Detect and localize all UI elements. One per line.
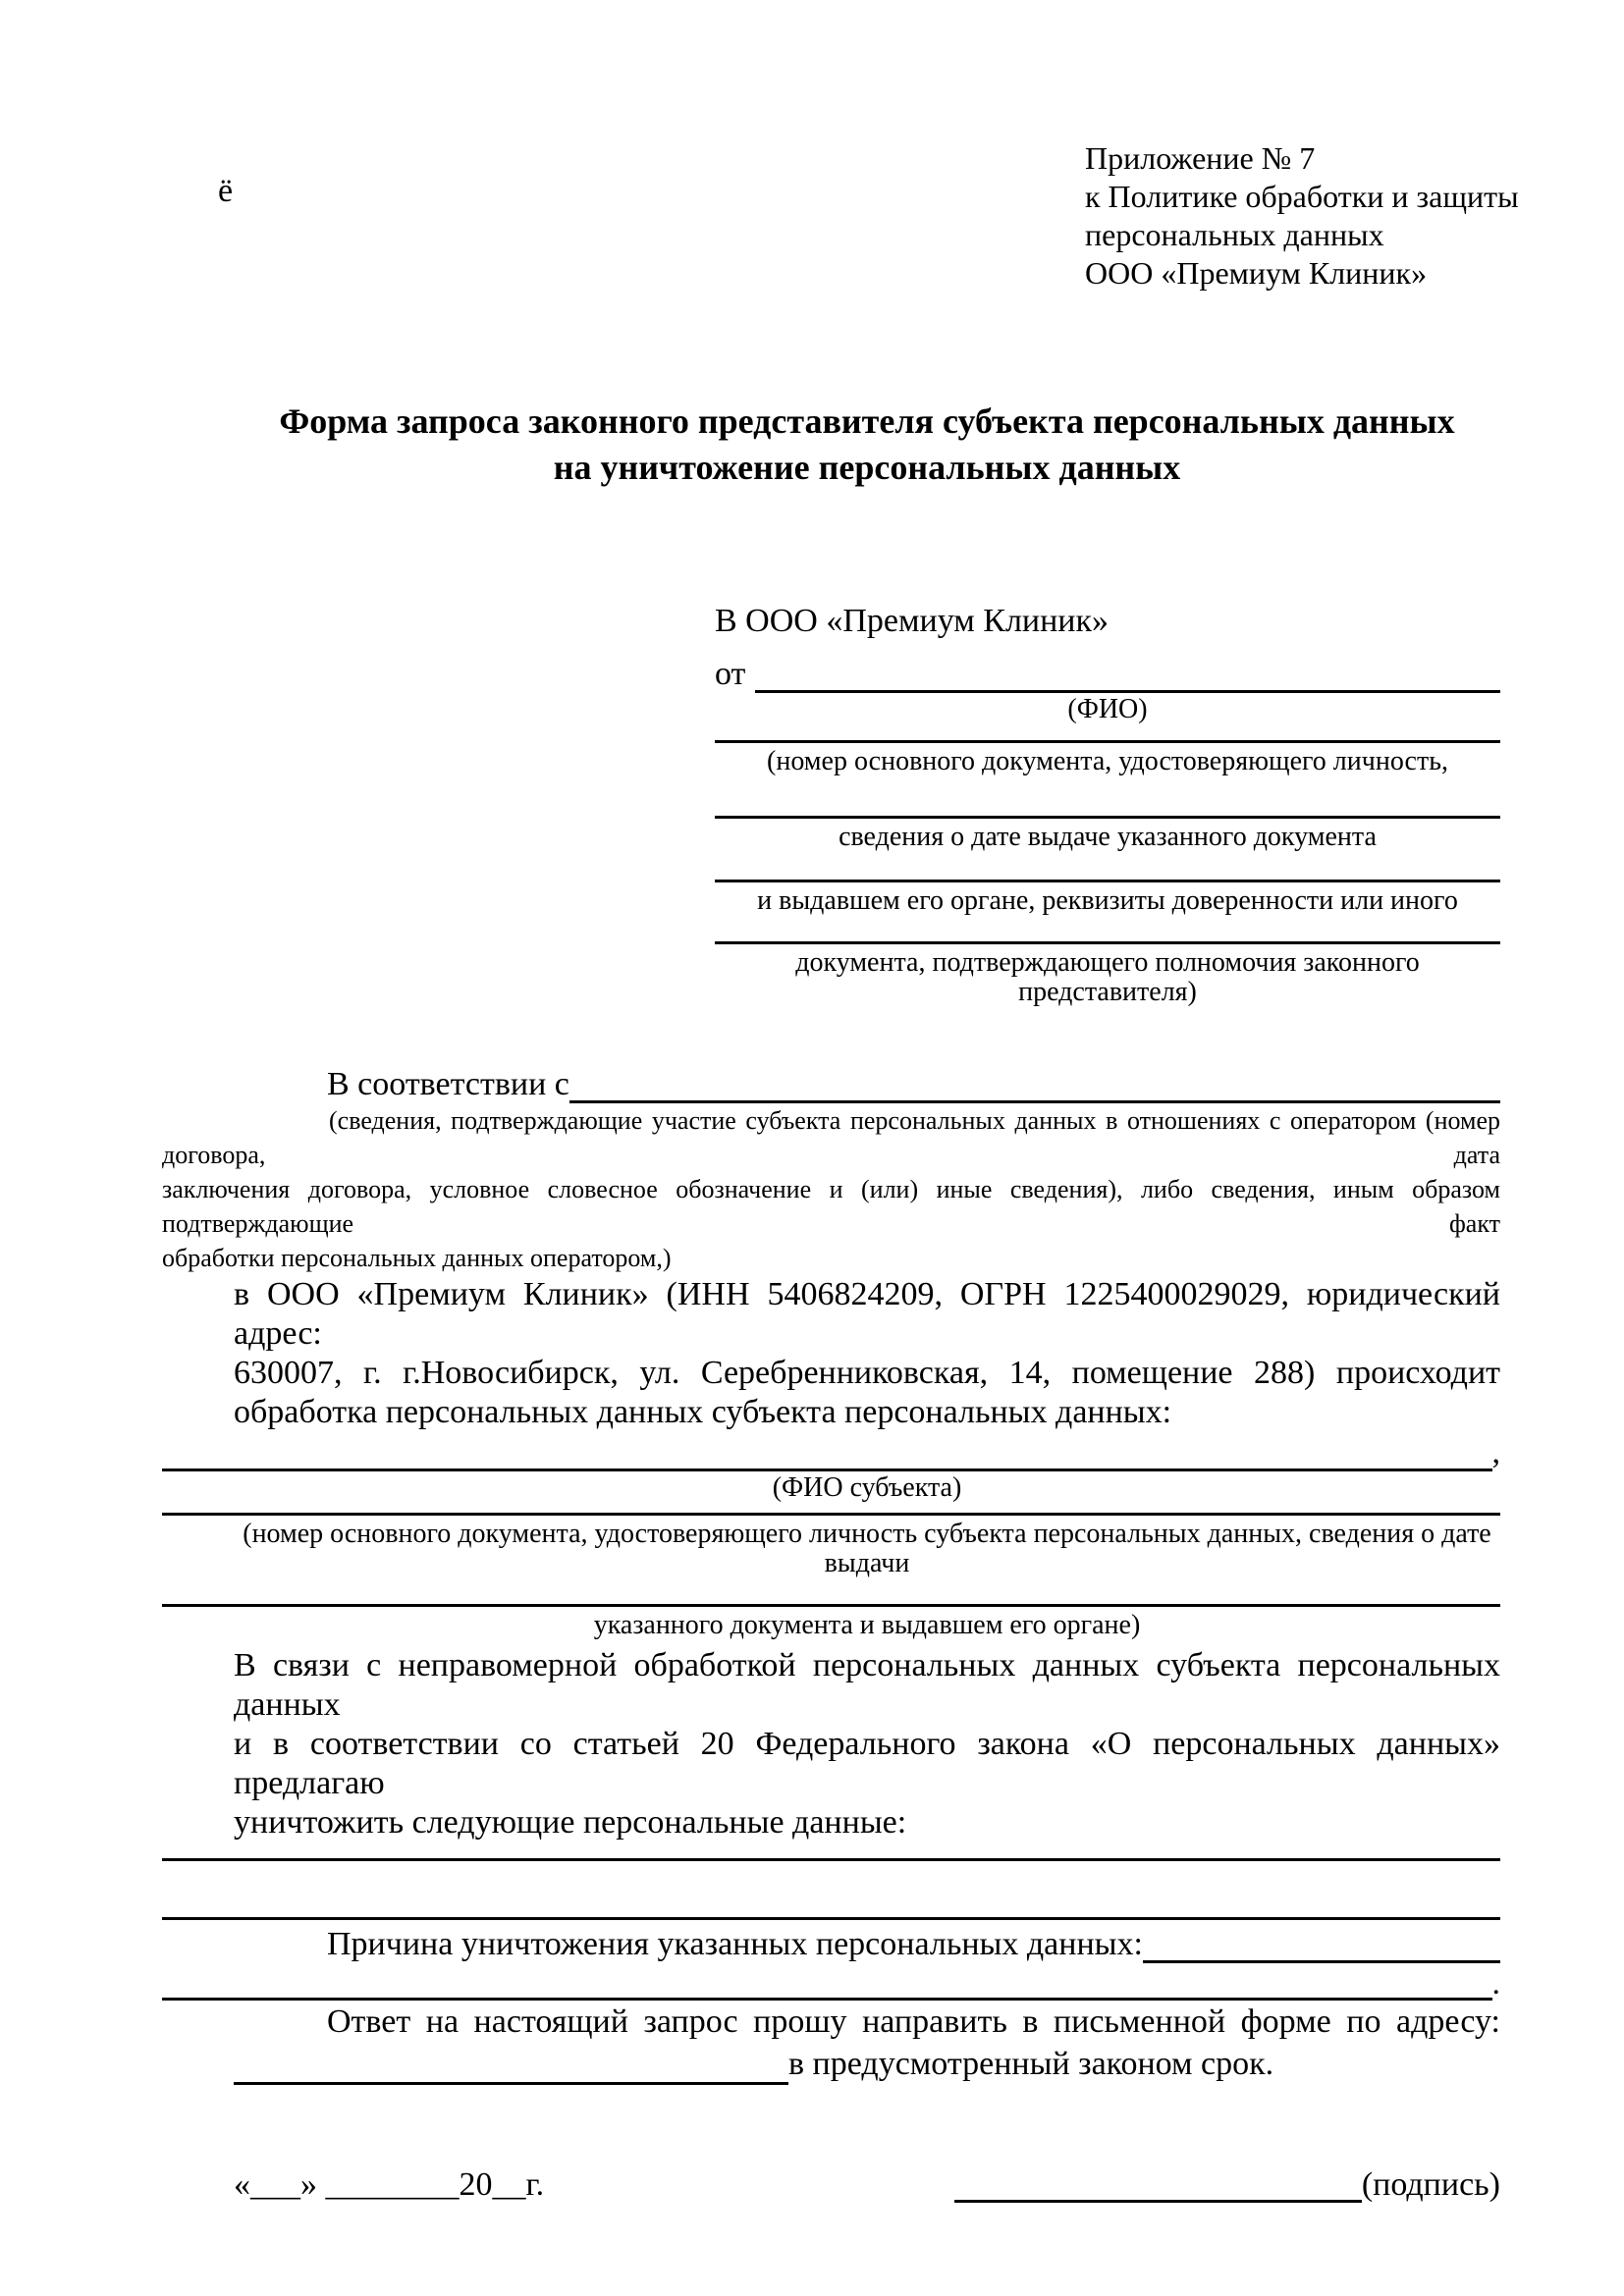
accordance-caption-line-2: заключения договора, условное словесное обозначение и (или) иные сведения), либо сведения, иным образом подтверждающие факт <box>162 1175 1500 1238</box>
signature-block <box>954 2163 1500 2207</box>
reply-tail-text: в предусмотренный законом срок. <box>788 2046 1274 2082</box>
signature-caption: (подпись) <box>1361 2166 1500 2203</box>
reason-blank-line-2 <box>162 1998 1492 2001</box>
accordance-row <box>234 1060 1500 1103</box>
title-line-2: на уничтожение персональных данных <box>553 448 1181 487</box>
appendix-line-3: персональных данных <box>1085 217 1384 252</box>
reason-lead: Причина уничтожения указанных персональных данных: <box>327 1926 1143 1962</box>
appendix-line-2: к Политике обработки и защиты <box>1085 179 1519 214</box>
date-signature-row <box>234 2160 1500 2207</box>
accordance-caption-line-3: обработки персональных данных оператором,) <box>162 1244 672 1272</box>
doc-caption-3: и выдавшем его органе, реквизиты доверенности или иного <box>757 885 1458 916</box>
demand-line-1: В связи с неправомерной обработкой персональных данных субъекта персональных данных <box>234 1647 1500 1723</box>
doc-blank-line-4 <box>715 941 1500 944</box>
subject-doc-blank-line-1 <box>162 1513 1500 1516</box>
addressee-organization: В ООО «Премиум Клиник» <box>715 603 1110 639</box>
addressee-block <box>715 599 1500 1007</box>
demand-line-3: уничтожить следующие персональные данные: <box>234 1804 907 1841</box>
doc-caption-4: документа, подтверждающего полномочия законного представителя) <box>795 947 1420 1007</box>
data-blank-line-2 <box>162 1917 1500 1920</box>
subject-fio-blank-line <box>162 1468 1492 1471</box>
title-line-1: Форма запроса законного представителя субъекта персональных данных <box>279 401 1455 441</box>
document-body <box>162 399 1500 2207</box>
demand-line-2: и в соответствии со статьей 20 Федерального закона «О персональных данных» предлагаю <box>234 1726 1500 1801</box>
page-header-area <box>0 0 1624 304</box>
subject-fio-row <box>162 1432 1500 1471</box>
appendix-line-1: Приложение № 7 <box>1085 140 1316 176</box>
subject-doc-caption-1: (номер основного документа, удостоверяющего личность субъекта персональных данных, сведения о дате выдачи <box>243 1519 1491 1578</box>
reason-continuation-row <box>162 1963 1500 2001</box>
doc-caption-1: (номер основного документа, удостоверяющего личность, <box>767 746 1448 776</box>
reply-address-row <box>234 2042 1500 2085</box>
data-blank-line-1 <box>162 1858 1500 1861</box>
operator-line-1: в ООО «Премиум Клиник» (ИНН 5406824209, ОГРН 1225400029029, юридический адрес: <box>234 1276 1500 1352</box>
subject-fio-caption: (ФИО субъекта) <box>772 1472 962 1503</box>
reply-paragraph: Ответ на настоящий запрос прошу направить в письменной форме по адресу: <box>327 2003 1500 2040</box>
reason-period: . <box>1491 1965 1500 2002</box>
subject-doc-caption-2: указанного документа и выдавшем его органе) <box>593 1610 1141 1640</box>
fio-blank-line <box>755 690 1500 693</box>
accordance-lead: В соответствии с <box>327 1066 569 1102</box>
doc-caption-2: сведения о дате выдаче указанного документа <box>839 822 1377 852</box>
reply-address-blank-line <box>234 2082 788 2085</box>
accordance-caption-line-1: (сведения, подтверждающие участие субъекта персональных данных в отношениях с оператором (номер договора, дата <box>162 1106 1500 1169</box>
operator-line-3: обработка персональных данных субъекта персональных данных: <box>234 1394 1172 1430</box>
appendix-line-4: ООО «Премиум Клиник» <box>1085 255 1428 291</box>
reason-row <box>234 1924 1500 1963</box>
demand-paragraph <box>234 1646 1500 1842</box>
subject-fio-comma: , <box>1491 1434 1500 1470</box>
document-title <box>234 399 1500 491</box>
from-label: от <box>715 656 746 692</box>
operator-paragraph <box>234 1275 1500 1432</box>
date-blank: «___» ________20__г. <box>234 2166 545 2203</box>
from-row <box>715 644 1500 693</box>
operator-line-2: 630007, г. г.Новосибирск, ул. Серебренниковская, 14, помещение 288) происходит <box>234 1355 1500 1391</box>
appendix-block <box>1085 139 1519 293</box>
doc-blank-line-2 <box>715 816 1500 819</box>
fio-caption: (ФИО) <box>1067 694 1148 724</box>
subject-doc-blank-line-2 <box>162 1604 1500 1607</box>
accordance-caption <box>162 1103 1500 1275</box>
doc-blank-line-1 <box>715 740 1500 743</box>
doc-blank-line-3 <box>715 880 1500 882</box>
signature-line <box>954 2200 1362 2203</box>
reason-blank-line <box>1143 1960 1500 1963</box>
stray-char: ё <box>218 173 234 209</box>
